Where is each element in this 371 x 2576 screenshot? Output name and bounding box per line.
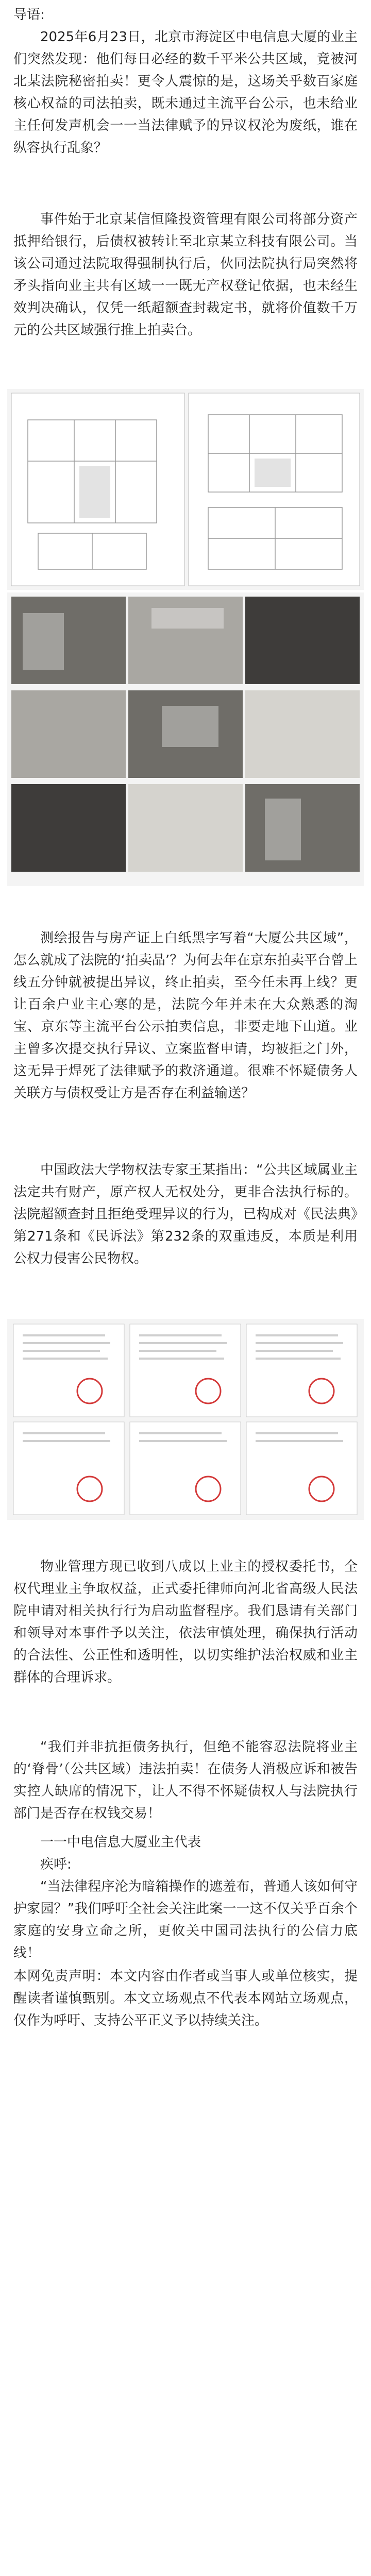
appeal-label: 疾呼: — [40, 1857, 72, 1872]
floor-plan-drawings — [7, 389, 364, 590]
paragraph-intro: 2025年6月23日，北京市海淀区中电信息大厦的业主们突然发现：他们每日必经的数千平米公共区域，竟被河北某法院秘密拍卖！更令人震惊的是，这场关乎数百家庭核心权益的司法拍卖，既未通过主流平台公示，也未给业主任何发声机会一一当法律赋予的异议权沦为废纸，谁在纵容执行乱象？ — [13, 29, 358, 156]
paragraph-owners-quote: “我们并非抗拒债务执行，但绝不能容忍法院将业主的‘脊骨’（公共区域）违法拍卖！在债务人消极应诉和被告实控人缺席的情况下，让人不得不怀疑债权人与法院执行部门是否存在权钱交易！ — [13, 1739, 358, 1821]
paragraph-survey-report: 测绘报告与房产证上白纸黑字写着“大厦公共区域”，怎么就成了法院的‘拍卖品’？为何去年在京东拍卖平台曾上线五分钟就被提出异议，终止拍卖，至今任未再上线？更让百余户业主心寒的是，法院今年并未在大众熟悉的淘宝、京东等主流平台公示拍卖信息，非要走地下山道。业主曾多次提交执行异议、立案监督申请，均被拒之门外，这无异于焊死了法律赋予的救济通道。很难不怀疑债务人关联方与债权受让方是否存在利益输送？ — [13, 930, 358, 1101]
photo-grid-images — [7, 592, 364, 886]
document-pages — [7, 1319, 364, 1520]
paragraph-background: 事件始于北京某信恒隆投资管理有限公司将部分资产抵押给银行，后债权被转让至北京某立科技有限公司。当该公司通过法院取得强制执行后，伙同法院执行局突然将矛头指向业主共有区域一一既无产权登记依据，也未经生效判决确认，仅凭一纸超额查封裁定书，就将价值数千万元的公共区域强行推上拍卖台。 — [13, 212, 358, 338]
appeal-text: “当法律程序沦为暗箱操作的遮羞布，普通人该如何守护家园？”我们呼吁全社会关注此案一一这不仅关乎百余个家庭的安身立命之所，更攸关中国司法执行的公信力底线！ — [13, 1879, 358, 1961]
floor-plan-figure — [7, 389, 364, 590]
intro-label: 导语: — [13, 7, 45, 23]
paragraph-property-management: 物业管理方现已收到八成以上业主的授权委托书，全权代理业主争取权益，正式委托律师向河北省高级人民法院申请对相关执行行为启动监督程序。我们恳请有关部门和领导对本事件予以关注，依法审慎处理，确保执行活动的合法性、公正性和透明性，以切实维护法治权威和业主群体的合理诉求。 — [13, 1559, 358, 1685]
paragraph-expert-opinion: 中国政法大学物权法专家王某指出：“公共区域属业主法定共有财产，原产权人无权处分，更非合法执行标的。法院超额查封且拒绝受理异议的行为，已构成对《民法典》第271条和《民诉法》第232条的双重违反，本质是利用公权力侵害公民物权。 — [13, 1162, 358, 1266]
photo-grid-figure — [7, 592, 364, 886]
disclaimer-text: 本网免责声明：本文内容由作者或当事人或单位核实，提醒读者谨慎甄别。本文立场观点不代表本网站立场观点，仅作为呼吁、支持公平正义予以持续关注。 — [13, 1969, 358, 2028]
signature-line: 一一中电信息大厦业主代表 — [40, 1835, 201, 1850]
document-scans-figure — [7, 1319, 364, 1520]
